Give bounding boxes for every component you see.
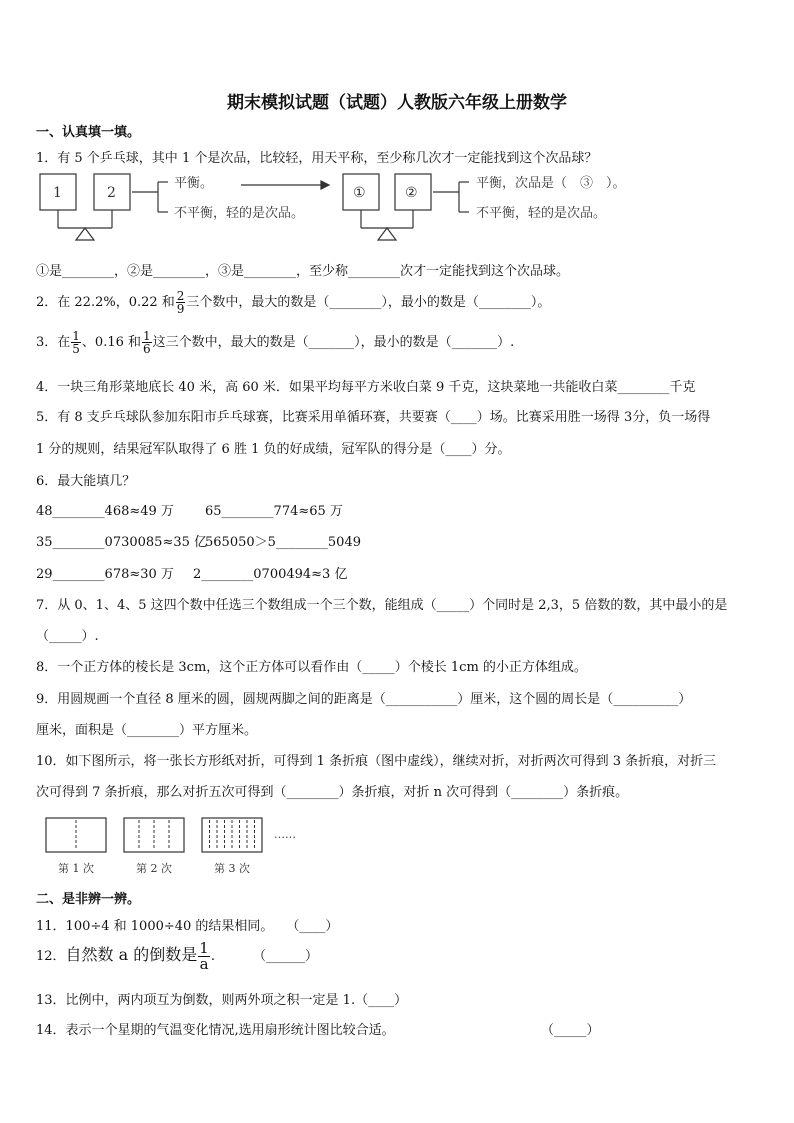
q12-fraction (198, 941, 210, 972)
q3-frac1-numerator: 1 (72, 329, 80, 343)
question-2 (36, 290, 550, 315)
q6-row-2a: 35________0730085≈35 亿 (36, 535, 208, 550)
question-10-line-1: 10．如下图所示，将一张长方形纸对折，可得到 1 条折痕（图中虚线），继续对折，对折两次可得到 3 条折痕，对折三 (36, 754, 717, 769)
q2-fraction (176, 290, 186, 315)
q12-text: 自然数 a 的倒数是 (65, 945, 198, 964)
box-2-label: 2 (107, 185, 116, 201)
continuation-dots: …… (274, 828, 296, 841)
right-unbalanced-text: 不平衡，轻的是次品。 (476, 206, 607, 221)
balance-diagram (36, 168, 656, 250)
fold-1-label: 第 1 次 (58, 862, 94, 875)
q3-frac2-denominator: 6 (143, 342, 151, 356)
question-14-blank: （_____） (541, 1023, 600, 1038)
q12-period: . (210, 949, 215, 964)
q3-text-mid: 、0.16 和 (81, 335, 141, 350)
left-unbalanced-text: 不平衡，轻的是次品。 (174, 206, 305, 221)
question-9-line-2: 厘米，面积是（________）平方厘米。 (36, 723, 258, 738)
q12-answer-blank: （______） (252, 949, 318, 964)
q2-text-pre: 2．在 22.2%，0.22 和 (36, 295, 175, 310)
q2-frac-denominator: 9 (176, 302, 185, 316)
question-8: 8．一个正方体的棱长是 3cm，这个正方体可以看作由（_____）个棱长 1cm 的小正方体组成。 (36, 660, 587, 675)
q3-text-post: 这三个数中，最大的数是（_______），最小的数是（_______）. (152, 335, 515, 350)
question-4: 4．一块三角形菜地底长 40 米，高 60 米．如果平均每平方米收白菜 9 千克，这块菜地一共能收白菜________千克 (36, 380, 696, 395)
q12-frac-denominator: a (199, 955, 209, 973)
q12-number: 12． (36, 949, 66, 964)
question-9-line-1: 9．用圆规画一个直径 8 厘米的圆，圆规两脚之间的距离是（___________）厘米，这个圆的周长是（__________） (36, 692, 692, 707)
question-7-line-1: 7．从 0、1、4、5 这四个数中任选三个数组成一个三个数，能组成（_____）个同时是 2,3，5 倍数的数，其中最小的是 (36, 598, 728, 613)
box-1-label: 1 (53, 185, 62, 201)
question-3 (36, 330, 514, 355)
box-4-label: ② (405, 185, 418, 201)
question-5-line-1: 5．有 8 支乒乓球队参加东阳市乒乓球赛，比赛采用单循环赛，共要赛（____）场。比赛采用胜一场得 3分，负一场得 (36, 410, 711, 425)
q6-row-3a: 29________678≈30 万 (36, 567, 174, 582)
q3-frac1-denominator: 5 (72, 342, 80, 356)
question-10-line-2: 次可得到 7 条折痕，那么对折五次可得到（________）条折痕，对折 n 次可得到（________）条折痕。 (36, 785, 629, 800)
question-11: 11．100÷4 和 1000÷40 的结果相同。 （____） (36, 919, 339, 934)
left-balanced-text: 平衡。 (174, 176, 214, 191)
question-7-line-2: （_____）. (36, 629, 99, 644)
right-balanced-text: 平衡，次品是（ ③ ）。 (476, 176, 626, 191)
q6-row-2b: 565050＞5________5049 (205, 535, 361, 550)
q3-text-pre: 3．在 (36, 335, 71, 350)
q6-row-1a: 48________468≈49 万 (36, 504, 174, 519)
q3-frac2-numerator: 1 (143, 329, 151, 343)
q12-frac-numerator: 1 (199, 939, 209, 957)
question-1-answer: ①是________，②是________，③是________，至少称________次才一定能找到这个次品球。 (36, 264, 570, 279)
question-13: 13．比例中，两内项互为倒数，则两外项之积一定是 1.（____） (36, 993, 408, 1008)
fold-2-label: 第 2 次 (136, 862, 172, 875)
paper-folding-figure (36, 812, 336, 880)
q3-fraction-1 (71, 330, 81, 355)
q6-row-1b: 65________774≈65 万 (205, 504, 343, 519)
q3-fraction-2 (142, 330, 152, 355)
fold-3-label: 第 3 次 (214, 862, 250, 875)
section-1-heading: 一、认真填一填。 (36, 125, 141, 140)
q2-frac-numerator: 2 (176, 289, 185, 303)
question-1-text: 1．有 5 个乒乓球，其中 1 个是次品，比较轻，用天平称，至少称几次才一定能找到这个次品球？ (36, 151, 598, 166)
page-title: 期末模拟试题（试题）人教版六年级上册数学 (227, 93, 567, 113)
section-2-heading: 二、是非辨一辨。 (36, 892, 141, 907)
question-12 (36, 941, 318, 972)
box-3-label: ① (353, 185, 366, 201)
q2-text-post: 三个数中，最大的数是（________），最小的数是（________）。 (186, 295, 551, 310)
q6-row-3b: 2________0700494≈3 亿 (193, 567, 348, 582)
question-5-line-2: 1 分的规则，结果冠军队取得了 6 胜 1 负的好成绩，冠军队的得分是（____）分。 (36, 442, 511, 457)
question-14-text: 14．表示一个星期的气温变化情况,选用扇形统计图比较合适。 (36, 1023, 395, 1038)
question-6-heading: 6．最大能填几？ (36, 474, 136, 489)
